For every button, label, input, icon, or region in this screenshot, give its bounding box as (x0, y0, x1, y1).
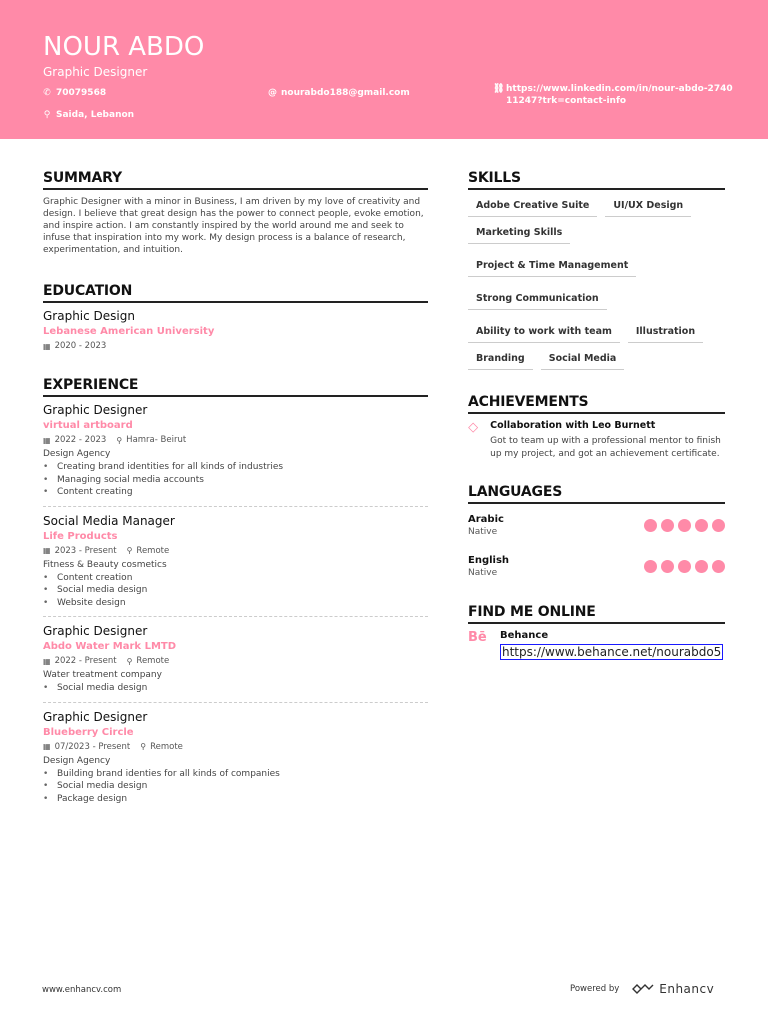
experience-heading: EXPERIENCE (43, 377, 428, 397)
language-name: Arabic (468, 513, 504, 525)
job-bullet: • Managing social media accounts (43, 474, 428, 487)
job-bullet: • Package design (43, 793, 428, 806)
language-rating (644, 519, 725, 532)
job-company: virtual artboard (43, 420, 133, 431)
job-title: Graphic Designer (43, 709, 148, 724)
language-level: Native (468, 567, 498, 578)
skill-tag: Branding (468, 349, 533, 370)
online-name: Behance (500, 630, 549, 641)
at-icon: @ (268, 88, 277, 98)
job-meta (43, 742, 428, 752)
job-bullet: • Content creating (43, 486, 428, 499)
education-degree: Graphic Design (43, 309, 135, 323)
online-heading: FIND ME ONLINE (468, 604, 725, 624)
enhancv-brand: Enhancv (659, 982, 715, 996)
rating-dot (695, 519, 708, 532)
left-column (43, 170, 428, 819)
job-title: Graphic Designer (43, 624, 148, 638)
rating-dot (712, 560, 725, 573)
right-column (468, 170, 725, 660)
job-bullets (43, 461, 428, 499)
experience-item (43, 514, 428, 618)
resume-header (0, 0, 768, 139)
contact-location (43, 110, 134, 120)
summary-text: Graphic Designer with a minor in Business, I am driven by my love of creativity and design. I believe that great design has the power to connect people, evoke emotion, and inspire action. I am constantly inspired by the world around me and seek to infuse that inspiration into my work. My design process is a balance of research, experimentation, and intuition. (43, 197, 424, 255)
job-bullets (43, 768, 428, 806)
job-title: Social Media Manager (43, 513, 175, 528)
job-location: Remote (136, 656, 170, 666)
location-pin-icon: ⚲ (140, 742, 147, 751)
experience-section (43, 377, 428, 812)
job-bullets (43, 682, 428, 695)
contact-email[interactable] (268, 88, 410, 98)
job-bullet: • Website design (43, 597, 428, 610)
footer-branding (570, 982, 714, 996)
skill-tag: Social Media (541, 349, 625, 370)
language-rating (644, 560, 725, 573)
skill-tag: UI/UX Design (605, 196, 691, 217)
online-item[interactable] (468, 630, 725, 660)
achievement-description: Got to team up with a professional mentor to finish up my project, and got an achievement certificate. (490, 436, 721, 459)
footer-site[interactable]: www.enhancv.com (42, 985, 122, 995)
enhancv-logo[interactable] (631, 982, 714, 996)
location-pin-icon: ⚲ (126, 656, 133, 666)
location-text: Saida, Lebanon (56, 110, 135, 120)
languages-section (468, 484, 725, 581)
email-text: nourabdo188@gmail.com (281, 88, 410, 98)
behance-icon: Bē (468, 630, 487, 645)
online-section (468, 604, 725, 660)
link-icon: ⛓ (493, 84, 505, 94)
language-item (468, 510, 725, 540)
job-dates: 2022 - Present (54, 656, 117, 666)
job-company: Life Products (43, 530, 118, 542)
job-company: Blueberry Circle (43, 726, 134, 738)
job-dates: 07/2023 - Present (54, 741, 131, 752)
language-name: English (468, 554, 510, 566)
education-meta (43, 341, 428, 351)
summary-section (43, 170, 428, 256)
job-bullet: • Social media design (43, 584, 428, 597)
contact-phone[interactable] (43, 88, 106, 98)
job-description: Design Agency (43, 449, 111, 459)
location-pin-icon: ⚲ (116, 435, 123, 445)
job-bullet: • Social media design (43, 682, 428, 695)
job-meta (43, 435, 428, 445)
location-pin-icon: ⚲ (126, 546, 133, 555)
education-dates: 2020 - 2023 (54, 341, 107, 351)
education-school: Lebanese American University (43, 326, 215, 337)
skill-tag: Ability to work with team (468, 322, 620, 343)
rating-dot (678, 519, 691, 532)
job-location: Remote (150, 741, 183, 752)
rating-dot (644, 560, 657, 573)
job-bullet: • Creating brand identities for all kinds of industries (43, 461, 428, 474)
rating-dot (644, 519, 657, 532)
behance-link[interactable]: https://www.behance.net/nourabdo5 (502, 645, 722, 659)
skills-list (468, 196, 725, 370)
job-bullets (43, 572, 428, 610)
job-location: Remote (136, 545, 170, 556)
experience-item (43, 624, 428, 703)
language-item (468, 551, 725, 581)
job-dates: 2022 - 2023 (54, 435, 107, 445)
job-description: Design Agency (43, 755, 111, 766)
job-title: Graphic Designer (43, 403, 148, 417)
job-description: Fitness & Beauty cosmetics (43, 559, 167, 570)
calendar-icon: ▦ (43, 742, 51, 751)
experience-item (43, 710, 428, 813)
phone-icon: ✆ (43, 88, 51, 98)
skill-tag: Adobe Creative Suite (468, 196, 597, 217)
location-pin-icon: ⚲ (43, 110, 51, 120)
skills-heading: SKILLS (468, 170, 725, 190)
powered-by-text: Powered by (570, 984, 620, 994)
enhancv-logo-icon (631, 983, 655, 995)
skill-tag: Project & Time Management (468, 256, 636, 277)
candidate-title: Graphic Designer (43, 65, 148, 79)
candidate-name: NOUR ABDO (43, 32, 205, 62)
achievements-heading: ACHIEVEMENTS (468, 394, 725, 414)
education-section (43, 283, 428, 351)
job-bullet: • Social media design (43, 780, 428, 793)
job-meta (43, 546, 428, 556)
experience-item (43, 403, 428, 507)
calendar-icon: ▦ (43, 435, 51, 445)
achievements-section (468, 394, 725, 460)
job-location: Hamra- Beirut (126, 435, 187, 445)
summary-heading: SUMMARY (43, 170, 428, 190)
education-heading: EDUCATION (43, 283, 428, 303)
achievement-item (468, 420, 725, 460)
calendar-icon: ▦ (43, 546, 51, 555)
skill-tag: Illustration (628, 322, 703, 343)
job-meta (43, 656, 428, 666)
diamond-icon: ◇ (468, 420, 479, 435)
calendar-icon: ▦ (43, 656, 51, 666)
calendar-icon: ▦ (43, 341, 51, 351)
rating-dot (661, 560, 674, 573)
job-bullet: • Building brand identies for all kinds of companies (43, 768, 428, 781)
phone-text: 70079568 (56, 88, 107, 98)
skills-section (468, 170, 725, 370)
job-company: Abdo Water Mark LMTD (43, 641, 177, 652)
job-bullet: • Content creation (43, 572, 428, 585)
rating-dot (695, 560, 708, 573)
rating-dot (661, 519, 674, 532)
achievement-title: Collaboration with Leo Burnett (490, 420, 656, 431)
skill-tag: Strong Communication (468, 289, 607, 310)
language-level: Native (468, 526, 498, 537)
rating-dot (678, 560, 691, 573)
skill-tag: Marketing Skills (468, 223, 570, 244)
job-dates: 2023 - Present (54, 545, 117, 556)
job-description: Water treatment company (43, 670, 162, 680)
languages-heading: LANGUAGES (468, 484, 725, 504)
linkedin-text: https://www.linkedin.com/in/nour-abdo-274011247?trk=contact-info (506, 84, 733, 106)
rating-dot (712, 519, 725, 532)
contact-linkedin[interactable] (493, 83, 733, 107)
